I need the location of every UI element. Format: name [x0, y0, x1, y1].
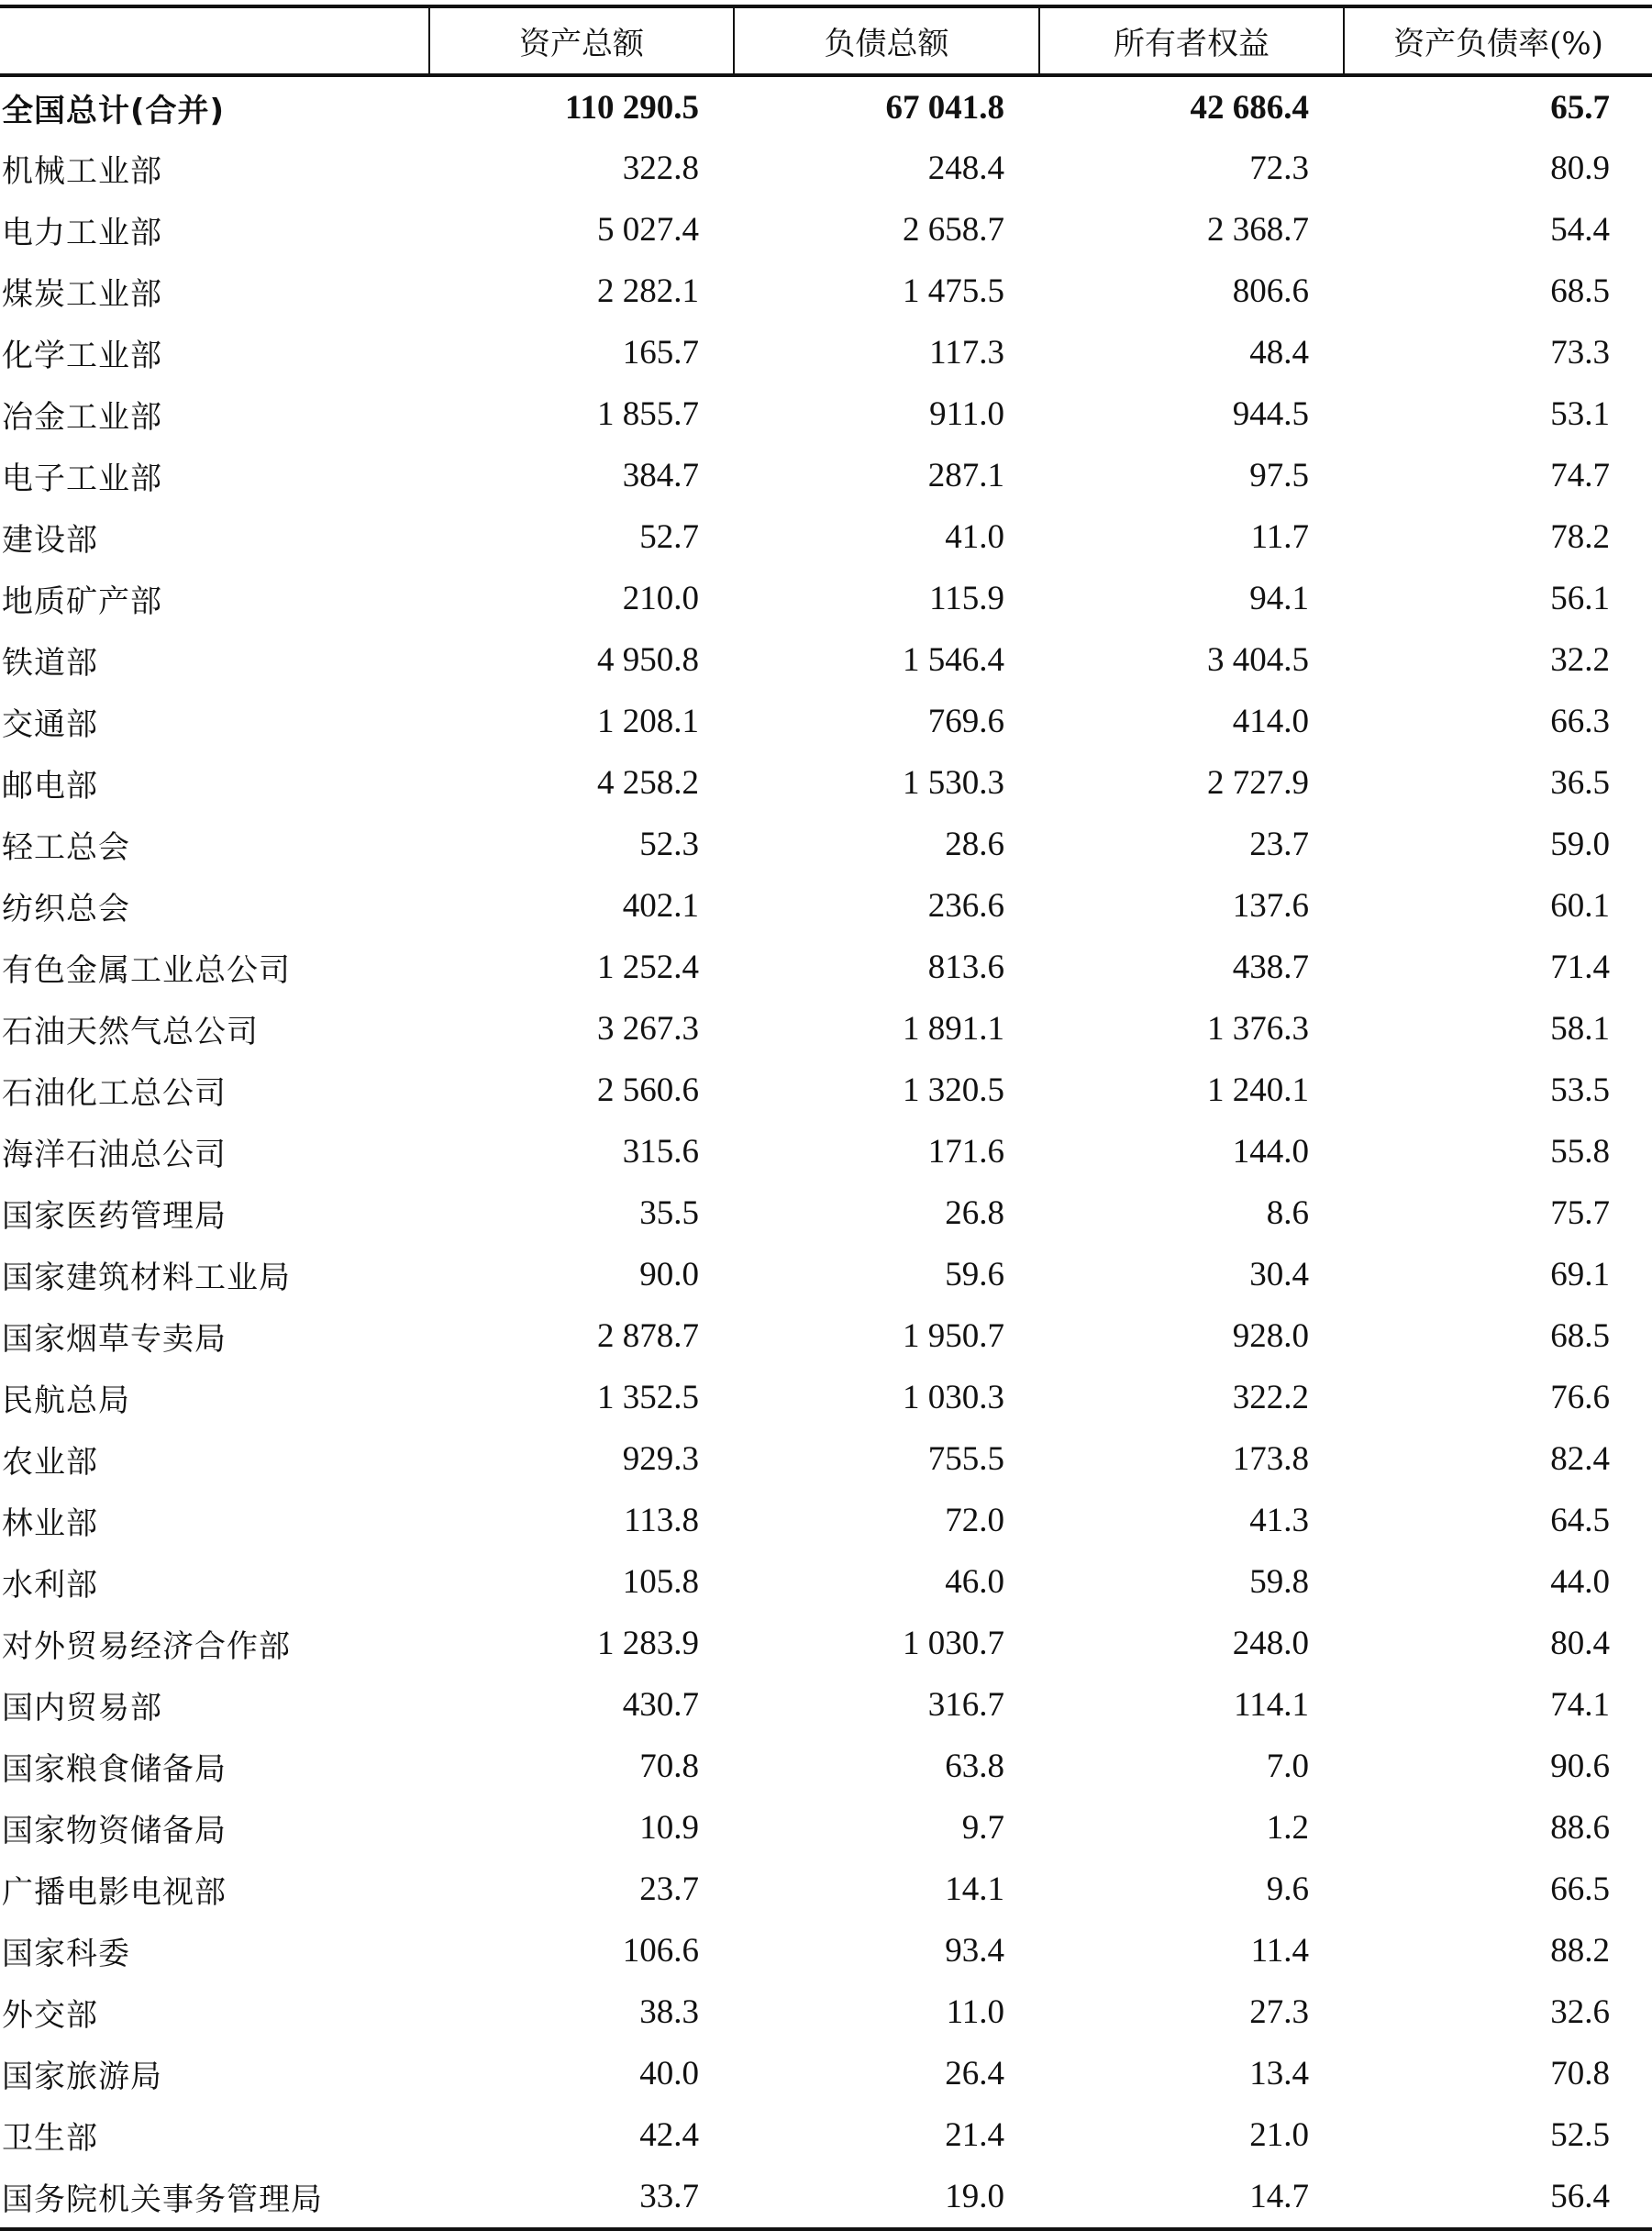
- assets-value: 10.9: [639, 1809, 699, 1847]
- ratio-value: 82.4: [1550, 1440, 1610, 1478]
- liabilities-value: 911.0: [929, 395, 1004, 433]
- department-name: 石油化工总公司: [2, 1075, 227, 1112]
- assets-value: 23.7: [639, 1870, 699, 1908]
- table-row: [0, 1674, 1652, 1736]
- assets-value: 402.1: [622, 887, 699, 925]
- department-name: 交通部: [2, 706, 98, 743]
- department-name: 铁道部: [2, 645, 98, 682]
- equity-value: 13.4: [1249, 2055, 1309, 2092]
- assets-value: 90.0: [639, 1256, 699, 1293]
- liabilities-value: 59.6: [945, 1256, 1004, 1293]
- table-row: [0, 1551, 1652, 1613]
- liabilities-value: 117.3: [929, 334, 1004, 372]
- liabilities-value: 236.6: [927, 887, 1004, 925]
- table-row: [0, 752, 1652, 814]
- assets-value: 38.3: [639, 1993, 699, 2031]
- ratio-value: 70.8: [1550, 2055, 1610, 2092]
- header-cell-ratio: 资产负债率(%): [1344, 6, 1652, 75]
- equity-value: 944.5: [1232, 395, 1309, 433]
- assets-value: 210.0: [622, 580, 699, 617]
- assets-value: 35.5: [639, 1194, 699, 1232]
- table-row: [0, 1490, 1652, 1551]
- liabilities-value: 1 530.3: [903, 764, 1004, 802]
- liabilities-value: 11.0: [946, 1993, 1004, 2031]
- ratio-value: 53.1: [1550, 395, 1610, 433]
- equity-value: 59.8: [1249, 1563, 1309, 1601]
- department-name: 水利部: [2, 1567, 98, 1604]
- assets-value: 40.0: [639, 2055, 699, 2092]
- department-name: 国务院机关事务管理局: [0, 2166, 429, 2229]
- table-row: [0, 2104, 1652, 2166]
- liabilities-value: 1 475.5: [903, 272, 1004, 310]
- table-row: [0, 199, 1652, 261]
- table-row: [0, 383, 1652, 445]
- ratio-value: 54.4: [1550, 211, 1610, 249]
- ratio-value: 88.2: [1550, 1932, 1610, 1970]
- ratio-value: 88.6: [1550, 1809, 1610, 1847]
- equity-value: 7.0: [1266, 1748, 1309, 1785]
- table-row: [0, 1060, 1652, 1121]
- liabilities-value: 19.0: [734, 2166, 1039, 2229]
- ratio-value: 53.5: [1550, 1071, 1610, 1109]
- table-row: [0, 568, 1652, 629]
- liabilities-value: 93.4: [945, 1932, 1004, 1970]
- liabilities-value: 1 320.5: [903, 1071, 1004, 1109]
- liabilities-value: 115.9: [929, 580, 1004, 617]
- assets-value: 5 027.4: [597, 211, 699, 249]
- table-row: [0, 445, 1652, 506]
- header-cell-equity: 所有者权益: [1039, 6, 1344, 75]
- equity-value: 1 240.1: [1207, 1071, 1309, 1109]
- department-name: 有色金属工业总公司: [2, 952, 291, 989]
- equity-value: 21.0: [1249, 2116, 1309, 2154]
- liabilities-value: 1 030.3: [903, 1379, 1004, 1416]
- table-row: [0, 1428, 1652, 1490]
- department-name: 林业部: [2, 1505, 98, 1542]
- equity-value: 928.0: [1232, 1317, 1309, 1355]
- ratio-value: 80.9: [1550, 150, 1610, 187]
- liabilities-value: 755.5: [927, 1440, 1004, 1478]
- ratio-value: 64.5: [1550, 1502, 1610, 1539]
- equity-value: 248.0: [1232, 1625, 1309, 1662]
- assets-value: 1 208.1: [597, 703, 699, 740]
- ratio-value: 32.2: [1550, 641, 1610, 679]
- header-cell-assets: 资产总额: [429, 6, 734, 75]
- department-name: 建设部: [2, 522, 98, 559]
- table-row: [0, 629, 1652, 691]
- liabilities-value: 9.7: [961, 1809, 1004, 1847]
- equity-value: 9.6: [1266, 1870, 1309, 1908]
- table-row: [0, 875, 1652, 937]
- assets-value: 322.8: [622, 150, 699, 187]
- equity-value: 1.2: [1266, 1809, 1309, 1847]
- liabilities-value: 171.6: [927, 1133, 1004, 1171]
- ratio-value: 52.5: [1550, 2116, 1610, 2154]
- department-name: 纺织总会: [2, 891, 130, 927]
- balance-table: [0, 5, 1652, 2231]
- equity-value: 414.0: [1232, 703, 1309, 740]
- equity-value: 1 376.3: [1207, 1010, 1309, 1048]
- ratio-value: 56.4: [1344, 2166, 1652, 2229]
- total-liabilities: 67 041.8: [885, 88, 1004, 127]
- liabilities-value: 769.6: [927, 703, 1004, 740]
- table-row: [0, 1305, 1652, 1367]
- ratio-value: 69.1: [1550, 1256, 1610, 1293]
- department-name: 地质矿产部: [2, 583, 162, 620]
- liabilities-value: 28.6: [945, 826, 1004, 863]
- assets-value: 2 878.7: [597, 1317, 699, 1355]
- ratio-value: 68.5: [1550, 1317, 1610, 1355]
- total-assets: 110 290.5: [565, 88, 699, 127]
- ratio-value: 80.4: [1550, 1625, 1610, 1662]
- liabilities-value: 26.8: [945, 1194, 1004, 1232]
- department-name: 电力工业部: [2, 215, 162, 251]
- assets-value: 4 258.2: [597, 764, 699, 802]
- department-name: 国家医药管理局: [2, 1198, 227, 1235]
- equity-value: 14.7: [1039, 2166, 1344, 2229]
- ratio-value: 66.5: [1550, 1870, 1610, 1908]
- assets-value: 52.7: [639, 518, 699, 556]
- table-row: [0, 138, 1652, 199]
- assets-value: 1 252.4: [597, 949, 699, 986]
- table-row: [0, 261, 1652, 322]
- ratio-value: 55.8: [1550, 1133, 1610, 1171]
- department-name: 卫生部: [2, 2120, 98, 2157]
- equity-value: 144.0: [1232, 1133, 1309, 1171]
- equity-value: 11.7: [1250, 518, 1309, 556]
- total-ratio: 65.7: [1550, 88, 1610, 127]
- liabilities-value: 316.7: [927, 1686, 1004, 1724]
- ratio-value: 60.1: [1550, 887, 1610, 925]
- table-row: [0, 1797, 1652, 1859]
- department-name: 化学工业部: [2, 338, 162, 374]
- ratio-value: 76.6: [1550, 1379, 1610, 1416]
- table-row: [0, 998, 1652, 1060]
- liabilities-value: 1 891.1: [903, 1010, 1004, 1048]
- ratio-value: 36.5: [1550, 764, 1610, 802]
- table-header: [0, 6, 1652, 75]
- table-row: [0, 2166, 1652, 2229]
- department-name: 邮电部: [2, 768, 98, 805]
- department-name: 电子工业部: [2, 461, 162, 497]
- department-name: 海洋石油总公司: [2, 1137, 227, 1173]
- equity-value: 114.1: [1234, 1686, 1309, 1724]
- liabilities-value: 46.0: [945, 1563, 1004, 1601]
- ratio-value: 75.7: [1550, 1194, 1610, 1232]
- liabilities-value: 41.0: [945, 518, 1004, 556]
- table-row: [0, 937, 1652, 998]
- ratio-value: 44.0: [1550, 1563, 1610, 1601]
- balance-table-container: [0, 5, 1652, 2231]
- liabilities-value: 1 950.7: [903, 1317, 1004, 1355]
- table-row: [0, 1121, 1652, 1182]
- ratio-value: 32.6: [1550, 1993, 1610, 2031]
- equity-value: 137.6: [1232, 887, 1309, 925]
- assets-value: 929.3: [622, 1440, 699, 1478]
- total-equity: 42 686.4: [1190, 88, 1309, 127]
- equity-value: 48.4: [1249, 334, 1309, 372]
- liabilities-value: 26.4: [945, 2055, 1004, 2092]
- header-row: [0, 6, 1652, 75]
- equity-value: 23.7: [1249, 826, 1309, 863]
- department-name: 国家科委: [2, 1936, 130, 1972]
- department-name: 国内贸易部: [2, 1690, 162, 1726]
- equity-value: 322.2: [1232, 1379, 1309, 1416]
- department-name: 煤炭工业部: [2, 276, 162, 313]
- assets-value: 105.8: [622, 1563, 699, 1601]
- equity-value: 41.3: [1249, 1502, 1309, 1539]
- assets-value: 106.6: [622, 1932, 699, 1970]
- assets-value: 113.8: [624, 1502, 699, 1539]
- table-row: [0, 1859, 1652, 1920]
- table-row: [0, 2043, 1652, 2104]
- total-row: [0, 75, 1652, 138]
- table-row: [0, 506, 1652, 568]
- equity-value: 27.3: [1249, 1993, 1309, 2031]
- department-name: 外交部: [2, 1997, 98, 2034]
- equity-value: 94.1: [1249, 580, 1309, 617]
- table-row: [0, 1981, 1652, 2043]
- equity-value: 3 404.5: [1207, 641, 1309, 679]
- ratio-value: 68.5: [1550, 272, 1610, 310]
- liabilities-value: 14.1: [945, 1870, 1004, 1908]
- assets-value: 70.8: [639, 1748, 699, 1785]
- assets-value: 52.3: [639, 826, 699, 863]
- ratio-value: 78.2: [1550, 518, 1610, 556]
- assets-value: 2 282.1: [597, 272, 699, 310]
- assets-value: 3 267.3: [597, 1010, 699, 1048]
- department-name: 广播电影电视部: [2, 1874, 227, 1911]
- liabilities-value: 63.8: [945, 1748, 1004, 1785]
- table-row: [0, 1736, 1652, 1797]
- assets-value: 1 352.5: [597, 1379, 699, 1416]
- table-row: [0, 1182, 1652, 1244]
- assets-value: 1 855.7: [597, 395, 699, 433]
- equity-value: 11.4: [1250, 1932, 1309, 1970]
- table-row: [0, 322, 1652, 383]
- department-name: 国家物资储备局: [2, 1813, 227, 1849]
- liabilities-value: 72.0: [945, 1502, 1004, 1539]
- total-name: 全国总计(合并): [2, 92, 226, 129]
- equity-value: 438.7: [1232, 949, 1309, 986]
- assets-value: 42.4: [639, 2116, 699, 2154]
- equity-value: 173.8: [1232, 1440, 1309, 1478]
- equity-value: 806.6: [1232, 272, 1309, 310]
- equity-value: 2 368.7: [1207, 211, 1309, 249]
- department-name: 农业部: [2, 1444, 98, 1481]
- department-name: 对外贸易经济合作部: [2, 1628, 291, 1665]
- table-row: [0, 814, 1652, 875]
- department-name: 石油天然气总公司: [2, 1014, 259, 1050]
- header-cell-department: [0, 6, 429, 75]
- header-cell-liabilities: 负债总额: [734, 6, 1039, 75]
- assets-value: 33.7: [429, 2166, 734, 2229]
- equity-value: 8.6: [1266, 1194, 1309, 1232]
- department-name: 国家建筑材料工业局: [2, 1260, 291, 1296]
- assets-value: 2 560.6: [597, 1071, 699, 1109]
- table-row: [0, 691, 1652, 752]
- equity-value: 2 727.9: [1207, 764, 1309, 802]
- ratio-value: 59.0: [1550, 826, 1610, 863]
- department-name: 机械工业部: [2, 153, 162, 190]
- department-name: 国家旅游局: [2, 2059, 162, 2095]
- ratio-value: 74.1: [1550, 1686, 1610, 1724]
- liabilities-value: 2 658.7: [903, 211, 1004, 249]
- ratio-value: 74.7: [1550, 457, 1610, 494]
- ratio-value: 90.6: [1550, 1748, 1610, 1785]
- liabilities-value: 813.6: [927, 949, 1004, 986]
- ratio-value: 66.3: [1550, 703, 1610, 740]
- ratio-value: 56.1: [1550, 580, 1610, 617]
- table-body: [0, 75, 1652, 2229]
- department-name: 民航总局: [2, 1382, 130, 1419]
- table-row: [0, 1613, 1652, 1674]
- table-row: [0, 1367, 1652, 1428]
- equity-value: 72.3: [1249, 150, 1309, 187]
- department-name: 国家粮食储备局: [2, 1751, 227, 1788]
- table-row: [0, 1244, 1652, 1305]
- department-name: 轻工总会: [2, 829, 130, 866]
- assets-value: 165.7: [622, 334, 699, 372]
- equity-value: 97.5: [1249, 457, 1309, 494]
- liabilities-value: 287.1: [927, 457, 1004, 494]
- ratio-value: 71.4: [1550, 949, 1610, 986]
- department-name: 冶金工业部: [2, 399, 162, 436]
- assets-value: 384.7: [622, 457, 699, 494]
- assets-value: 430.7: [622, 1686, 699, 1724]
- equity-value: 30.4: [1249, 1256, 1309, 1293]
- liabilities-value: 1 546.4: [903, 641, 1004, 679]
- assets-value: 315.6: [622, 1133, 699, 1171]
- assets-value: 4 950.8: [597, 641, 699, 679]
- assets-value: 1 283.9: [597, 1625, 699, 1662]
- liabilities-value: 1 030.7: [903, 1625, 1004, 1662]
- department-name: 国家烟草专卖局: [2, 1321, 227, 1358]
- ratio-value: 58.1: [1550, 1010, 1610, 1048]
- table-row: [0, 1920, 1652, 1981]
- liabilities-value: 248.4: [927, 150, 1004, 187]
- liabilities-value: 21.4: [945, 2116, 1004, 2154]
- ratio-value: 73.3: [1550, 334, 1610, 372]
